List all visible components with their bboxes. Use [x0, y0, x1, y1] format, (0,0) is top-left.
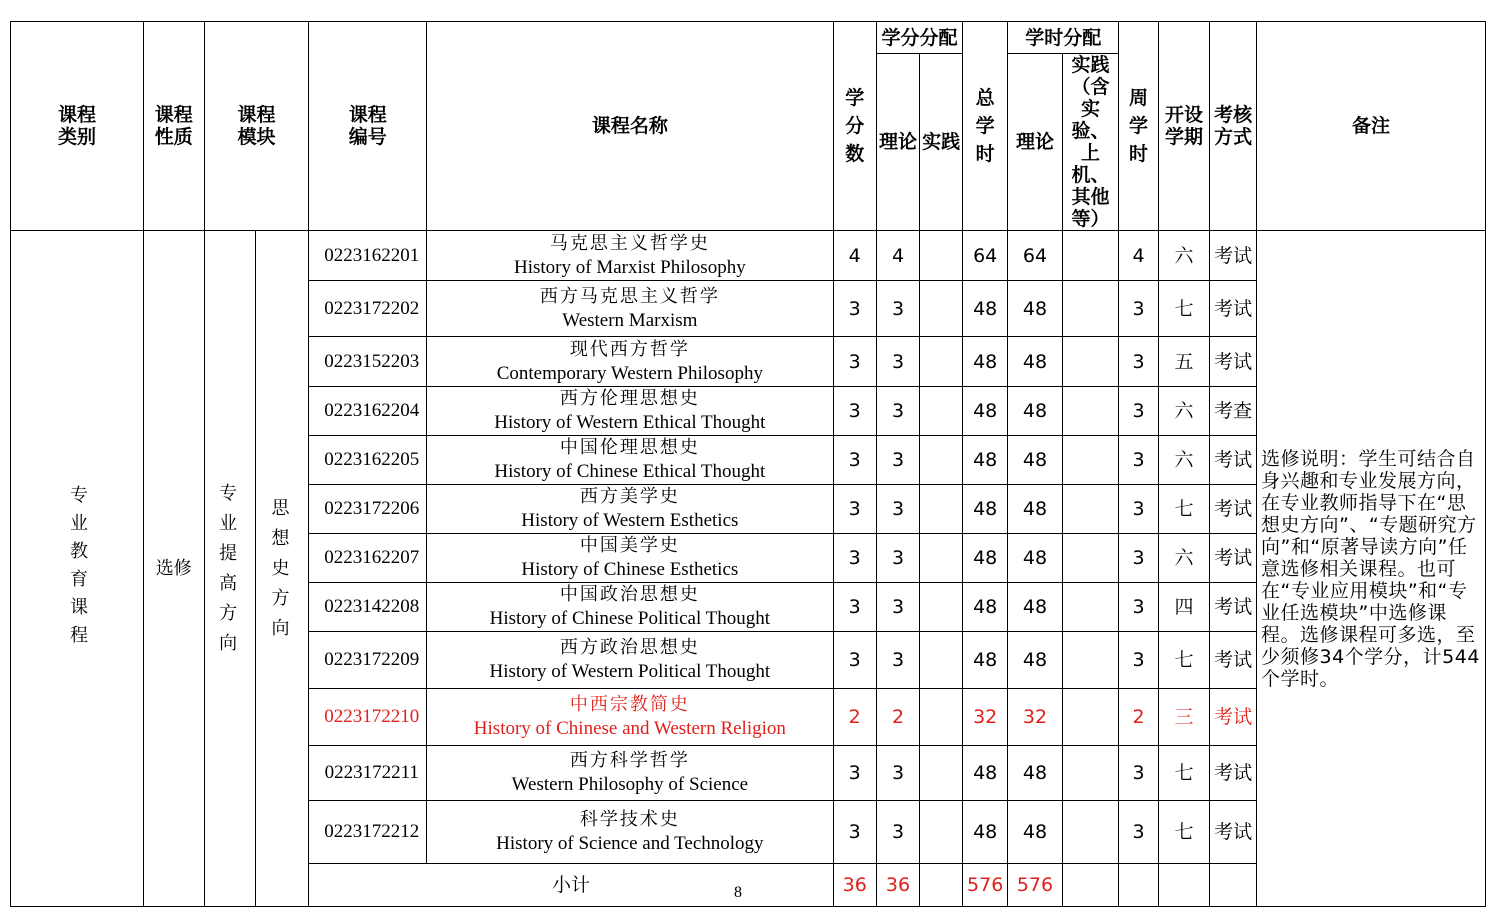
course-code: 0223162201	[309, 231, 427, 281]
course-semester: 六	[1158, 231, 1209, 281]
course-code: 0223162205	[309, 436, 427, 485]
course-assessment: 考查	[1210, 387, 1257, 436]
course-name-en: History of Marxist Philosophy	[514, 256, 746, 278]
course-name	[427, 801, 833, 864]
course-name-en: History of Chinese Political Thought	[489, 608, 771, 629]
header-name: 课程名称	[427, 22, 833, 231]
course-credits: 2	[833, 689, 876, 746]
course-practice-hours	[1062, 583, 1119, 632]
course-name-cn: 现代西方哲学	[569, 338, 690, 360]
course-name-cn: 马克思主义哲学史	[549, 232, 710, 254]
course-total-hours: 48	[963, 632, 1008, 689]
course-weekly-hours: 3	[1119, 485, 1158, 534]
course-practice-hours	[1062, 801, 1119, 864]
course-weekly-hours: 3	[1119, 281, 1158, 337]
course-assessment: 考试	[1210, 632, 1257, 689]
course-code: 0223162207	[309, 534, 427, 583]
course-code: 0223172211	[309, 746, 427, 801]
course-name	[427, 337, 833, 387]
course-name-cn: 西方美学史	[579, 486, 680, 507]
course-theory-hours: 48	[1008, 281, 1062, 337]
course-assessment: 考试	[1210, 281, 1257, 337]
course-total-hours: 48	[963, 337, 1008, 387]
course-practice-hours	[1062, 281, 1119, 337]
course-name	[427, 231, 833, 281]
course-practice-credits	[920, 534, 963, 583]
course-assessment: 考试	[1210, 485, 1257, 534]
header-module	[204, 22, 309, 231]
course-total-hours: 48	[963, 583, 1008, 632]
course-name-en: History of Chinese Ethical Thought	[494, 461, 766, 482]
subtotal-theory-credits: 36	[876, 864, 919, 907]
group-category	[11, 231, 144, 907]
course-weekly-hours: 3	[1119, 337, 1158, 387]
subtotal-practice-hours	[1062, 864, 1119, 907]
course-name	[427, 387, 833, 436]
course-theory-credits: 3	[876, 436, 919, 485]
course-name-cn: 中西宗教简史	[569, 694, 690, 715]
course-credits: 3	[833, 436, 876, 485]
subtotal-semester	[1158, 864, 1209, 907]
course-theory-credits: 3	[876, 337, 919, 387]
table-row	[11, 231, 1486, 281]
course-semester: 六	[1158, 387, 1209, 436]
header-nature-text: 课程性质	[154, 104, 193, 148]
header-module-text: 课程模块	[237, 104, 276, 148]
subtotal-theory-hours: 576	[1008, 864, 1062, 907]
course-semester: 七	[1158, 746, 1209, 801]
course-assessment: 考试	[1210, 801, 1257, 864]
curriculum-table	[10, 21, 1486, 907]
course-semester: 六	[1158, 436, 1209, 485]
course-total-hours: 64	[963, 231, 1008, 281]
course-theory-credits: 2	[876, 689, 919, 746]
header-total-hours-text: 总学时	[975, 87, 995, 165]
course-practice-credits	[920, 583, 963, 632]
course-total-hours: 48	[963, 801, 1008, 864]
course-code: 0223172212	[309, 801, 427, 864]
course-code: 0223152203	[309, 337, 427, 387]
course-credits: 3	[833, 801, 876, 864]
header-semester	[1158, 22, 1209, 231]
course-code: 0223172210	[309, 689, 427, 746]
course-weekly-hours: 3	[1119, 632, 1158, 689]
course-name-cn: 中国政治思想史	[559, 584, 700, 605]
course-practice-hours	[1062, 632, 1119, 689]
course-total-hours: 48	[963, 436, 1008, 485]
course-practice-hours	[1062, 534, 1119, 583]
course-name-en: History of Western Esthetics	[521, 510, 739, 531]
course-name-en: Western Philosophy of Science	[511, 774, 749, 795]
header-code	[309, 22, 427, 231]
header-practice: 实践	[920, 54, 963, 231]
course-name	[427, 632, 833, 689]
course-theory-hours: 48	[1008, 632, 1062, 689]
header-nature	[144, 22, 205, 231]
course-total-hours: 32	[963, 689, 1008, 746]
header-credits	[833, 22, 876, 231]
course-weekly-hours: 2	[1119, 689, 1158, 746]
course-name-cn: 西方伦理思想史	[559, 388, 700, 409]
course-assessment: 考试	[1210, 746, 1257, 801]
course-credits: 3	[833, 534, 876, 583]
course-name-cn: 中国美学史	[579, 535, 680, 556]
course-weekly-hours: 3	[1119, 801, 1158, 864]
course-assessment: 考试	[1210, 436, 1257, 485]
course-practice-hours	[1062, 485, 1119, 534]
course-total-hours: 48	[963, 485, 1008, 534]
course-practice-hours	[1062, 746, 1119, 801]
subtotal-assessment	[1210, 864, 1257, 907]
header-credits-text: 学分数	[845, 87, 865, 165]
course-practice-credits	[920, 436, 963, 485]
course-semester: 七	[1158, 632, 1209, 689]
header-code-text: 课程编号	[348, 104, 387, 148]
header-hour-theory: 理论	[1008, 54, 1062, 231]
header-semester-text: 开设学期	[1164, 104, 1203, 148]
course-name-cn: 中国伦理思想史	[559, 437, 700, 458]
header-hour-practice	[1062, 54, 1119, 231]
course-name-en: History of Chinese Esthetics	[521, 559, 739, 580]
course-theory-credits: 3	[876, 387, 919, 436]
course-total-hours: 48	[963, 746, 1008, 801]
remark-note: 选修说明：学生可结合自身兴趣和专业发展方向，在专业教师指导下在“思想史方向”、“专题研究方向”和“原著导读方向”任意选修相关课程。也可在“专业应用模块”和“专业任选模块”中选修课程。选修课程可多选，至少须修34个学分，计544个学时。	[1257, 231, 1486, 907]
header-category-text: 课程类别	[57, 104, 96, 148]
course-credits: 3	[833, 281, 876, 337]
course-weekly-hours: 4	[1119, 231, 1158, 281]
course-name-cn: 西方科学哲学	[569, 750, 690, 771]
course-total-hours: 48	[963, 534, 1008, 583]
course-name-en: Contemporary Western Philosophy	[496, 362, 763, 384]
course-semester: 七	[1158, 801, 1209, 864]
course-practice-credits	[920, 746, 963, 801]
course-code: 0223172206	[309, 485, 427, 534]
course-code: 0223162204	[309, 387, 427, 436]
course-name-en: History of Science and Technology	[496, 833, 764, 854]
course-credits: 3	[833, 746, 876, 801]
course-assessment: 考试	[1210, 689, 1257, 746]
group-direction	[255, 231, 309, 907]
course-theory-hours: 32	[1008, 689, 1062, 746]
subtotal-practice-credits	[920, 864, 963, 907]
course-name-cn: 西方政治思想史	[559, 637, 700, 658]
course-theory-hours: 48	[1008, 485, 1062, 534]
course-name	[427, 583, 833, 632]
course-practice-hours	[1062, 689, 1119, 746]
course-name	[427, 485, 833, 534]
course-credits: 3	[833, 387, 876, 436]
group-nature: 选修	[144, 231, 205, 907]
course-name-en: Western Marxism	[562, 309, 698, 331]
subtotal-weekly	[1119, 864, 1158, 907]
header-credit-dist: 学分分配	[876, 22, 962, 54]
course-practice-credits	[920, 485, 963, 534]
course-theory-credits: 3	[876, 632, 919, 689]
course-practice-hours	[1062, 436, 1119, 485]
course-practice-credits	[920, 689, 963, 746]
course-theory-hours: 48	[1008, 534, 1062, 583]
course-practice-credits	[920, 387, 963, 436]
course-name-cn: 西方马克思主义哲学	[539, 285, 720, 307]
course-total-hours: 48	[963, 281, 1008, 337]
header-assessment-text: 考核方式	[1214, 104, 1253, 148]
group-category-text: 专业教育课程	[67, 484, 88, 653]
group-module	[204, 231, 255, 907]
header-hour-dist: 学时分配	[1008, 22, 1119, 54]
course-credits: 3	[833, 337, 876, 387]
course-practice-hours	[1062, 387, 1119, 436]
course-semester: 四	[1158, 583, 1209, 632]
course-credits: 3	[833, 632, 876, 689]
header-category	[11, 22, 144, 231]
course-code: 0223142208	[309, 583, 427, 632]
course-theory-credits: 3	[876, 281, 919, 337]
course-practice-credits	[920, 281, 963, 337]
course-practice-hours	[1062, 231, 1119, 281]
course-name	[427, 746, 833, 801]
course-theory-credits: 3	[876, 485, 919, 534]
course-semester: 七	[1158, 485, 1209, 534]
course-name	[427, 436, 833, 485]
header-remarks: 备注	[1257, 22, 1486, 231]
page-number: 8	[734, 884, 742, 901]
subtotal-total-hours: 576	[963, 864, 1008, 907]
course-theory-credits: 4	[876, 231, 919, 281]
course-practice-credits	[920, 801, 963, 864]
course-semester: 七	[1158, 281, 1209, 337]
course-credits: 4	[833, 231, 876, 281]
course-assessment: 考试	[1210, 534, 1257, 583]
course-assessment: 考试	[1210, 337, 1257, 387]
course-semester: 五	[1158, 337, 1209, 387]
course-theory-hours: 48	[1008, 746, 1062, 801]
course-theory-hours: 48	[1008, 436, 1062, 485]
course-name-en: History of Western Ethical Thought	[494, 412, 766, 433]
course-practice-hours	[1062, 337, 1119, 387]
course-assessment: 考试	[1210, 583, 1257, 632]
course-weekly-hours: 3	[1119, 746, 1158, 801]
header-hour-practice-text: 实践（含实验、上机、其他等）	[1071, 54, 1110, 230]
course-code: 0223172202	[309, 281, 427, 337]
course-weekly-hours: 3	[1119, 583, 1158, 632]
course-weekly-hours: 3	[1119, 436, 1158, 485]
course-credits: 3	[833, 485, 876, 534]
course-theory-hours: 48	[1008, 583, 1062, 632]
course-practice-credits	[920, 337, 963, 387]
header-theory: 理论	[876, 54, 919, 231]
course-assessment: 考试	[1210, 231, 1257, 281]
course-name-en: History of Chinese and Western Religion	[473, 718, 786, 739]
course-name	[427, 689, 833, 746]
course-theory-hours: 64	[1008, 231, 1062, 281]
subtotal-label: 小计	[309, 864, 833, 907]
course-weekly-hours: 3	[1119, 387, 1158, 436]
course-name	[427, 534, 833, 583]
course-theory-hours: 48	[1008, 337, 1062, 387]
course-theory-credits: 3	[876, 746, 919, 801]
course-name-en: History of Western Political Thought	[489, 661, 771, 682]
header-total-hours	[963, 22, 1008, 231]
course-theory-hours: 48	[1008, 387, 1062, 436]
course-name	[427, 281, 833, 337]
group-direction-text: 思想史方向	[271, 497, 293, 639]
course-theory-hours: 48	[1008, 801, 1062, 864]
subtotal-credits: 36	[833, 864, 876, 907]
course-name-cn: 科学技术史	[579, 809, 680, 830]
course-semester: 六	[1158, 534, 1209, 583]
course-total-hours: 48	[963, 387, 1008, 436]
course-credits: 3	[833, 583, 876, 632]
course-practice-credits	[920, 632, 963, 689]
course-theory-credits: 3	[876, 583, 919, 632]
header-weekly-hours	[1119, 22, 1158, 231]
header-weekly-hours-text: 周学时	[1129, 87, 1149, 165]
course-code: 0223172209	[309, 632, 427, 689]
course-theory-credits: 3	[876, 534, 919, 583]
group-module-text: 专业提高方向	[219, 482, 241, 654]
course-semester: 三	[1158, 689, 1209, 746]
course-weekly-hours: 3	[1119, 534, 1158, 583]
course-practice-credits	[920, 231, 963, 281]
course-theory-credits: 3	[876, 801, 919, 864]
header-assessment	[1210, 22, 1257, 231]
